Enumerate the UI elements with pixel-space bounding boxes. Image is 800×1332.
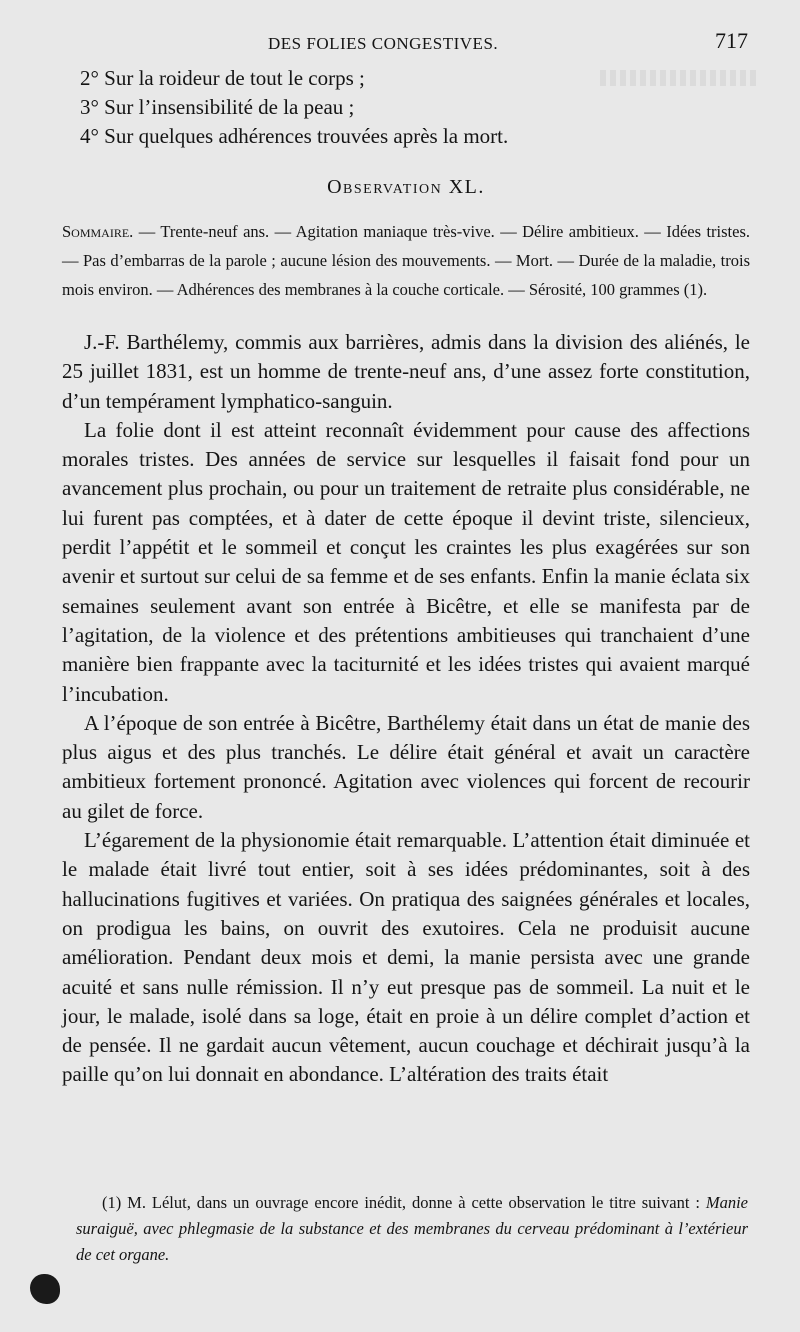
observation-title: Observation XL. xyxy=(327,176,485,198)
ink-blot xyxy=(30,1274,60,1304)
list-item: 2° Sur la roideur de tout le corps ; xyxy=(80,66,365,90)
paragraph: A l’époque de son entrée à Bicêtre, Barthélemy était dans un état de manie des plus aigus et des plus tranchés. Le délire était général et avait un caractère ambitieux fortement prononcé. Agitation avec violences qui forcent de recourir au gilet de force. xyxy=(62,710,750,823)
list-item: 3° Sur l’insensibilité de la peau ; xyxy=(80,95,355,119)
paragraph: La folie dont il est atteint reconnaît évidemment pour cause des affections morales tristes. Des années de service sur lesquelles il faisait fond pour un avancement plus prochain, ou pour un traitement de retraite plus considérable, ne lui furent pas comptées, et à dater de cette époque il devint triste, silencieux, perdit l’appétit et le sommeil et conçut les craintes les plus exagérées sur son avenir et surtout sur celui de sa femme et de ses enfants. Enfin la manie éclata six semaines seulement avant son entrée à Bicêtre, et elle se manifesta par de l’agitation, de la violence et des prétentions ambitieuses qui tranchaient d’une manière bien frappante avec la taciturnité et les idées tristes qui avaient marqué l’incubation. xyxy=(62,417,750,706)
summary-text: — Trente-neuf ans. — Agitation maniaque très-vive. — Délire ambitieux. — Idées tristes. — Pas d’embarras de la parole ; aucune lésion des mouvements. — Mort. — Durée de la maladie, trois mois environ. — Adhérences des membranes à la couche corticale. — Sérosité, 100 grammes (1). xyxy=(62,222,750,299)
footnote xyxy=(76,1190,748,1268)
page-body xyxy=(62,64,750,1090)
footnote-lead: (1) M. Lélut, dans un ouvrage encore inédit, donne à cette observation le titre suivant : xyxy=(102,1193,706,1212)
running-title: DES FOLIES CONGESTIVES. xyxy=(268,34,499,53)
paragraph: L’égarement de la physionomie était remarquable. L’attention était diminuée et le malade était livré tout entier, soit à ses idées prédominantes, soit à des hallucinations fugitives et variées. On pratiqua des saignées générales et locales, on prodigua les bains, on ouvrit des exutoires. Cela ne produisit aucune amélioration. Pendant deux mois et demi, la manie persista avec une grande acuité et sans nulle rémission. Il n’y eut presque pas de sommeil. La nuit et le jour, le malade, isolé dans sa loge, était en proie à un délire complet d’action et de pensée. Il ne gardait aucun vêtement, aucun couchage et déchirait jusqu’à la paille qu’on lui donnait en abondance. L’altération des traits était xyxy=(62,828,750,1087)
paragraph: J.-F. Barthélemy, commis aux barrières, admis dans la division des aliénés, le 25 juillet 1831, est un homme de trente-neuf ans, d’une assez forte constitution, d’un tempérament lymphatico-sanguin. xyxy=(62,330,750,413)
footnote-title: Manie suraiguë, avec phlegmasie de la substance et des membranes du cerveau prédominant à l’extérieur de cet organe. xyxy=(76,1193,748,1264)
observation-summary xyxy=(62,217,750,304)
summary-label: Sommaire. xyxy=(62,222,134,241)
page-number: 717 xyxy=(715,28,748,53)
page-header xyxy=(62,28,748,60)
list-item: 4° Sur quelques adhérences trouvées après la mort. xyxy=(80,124,509,148)
